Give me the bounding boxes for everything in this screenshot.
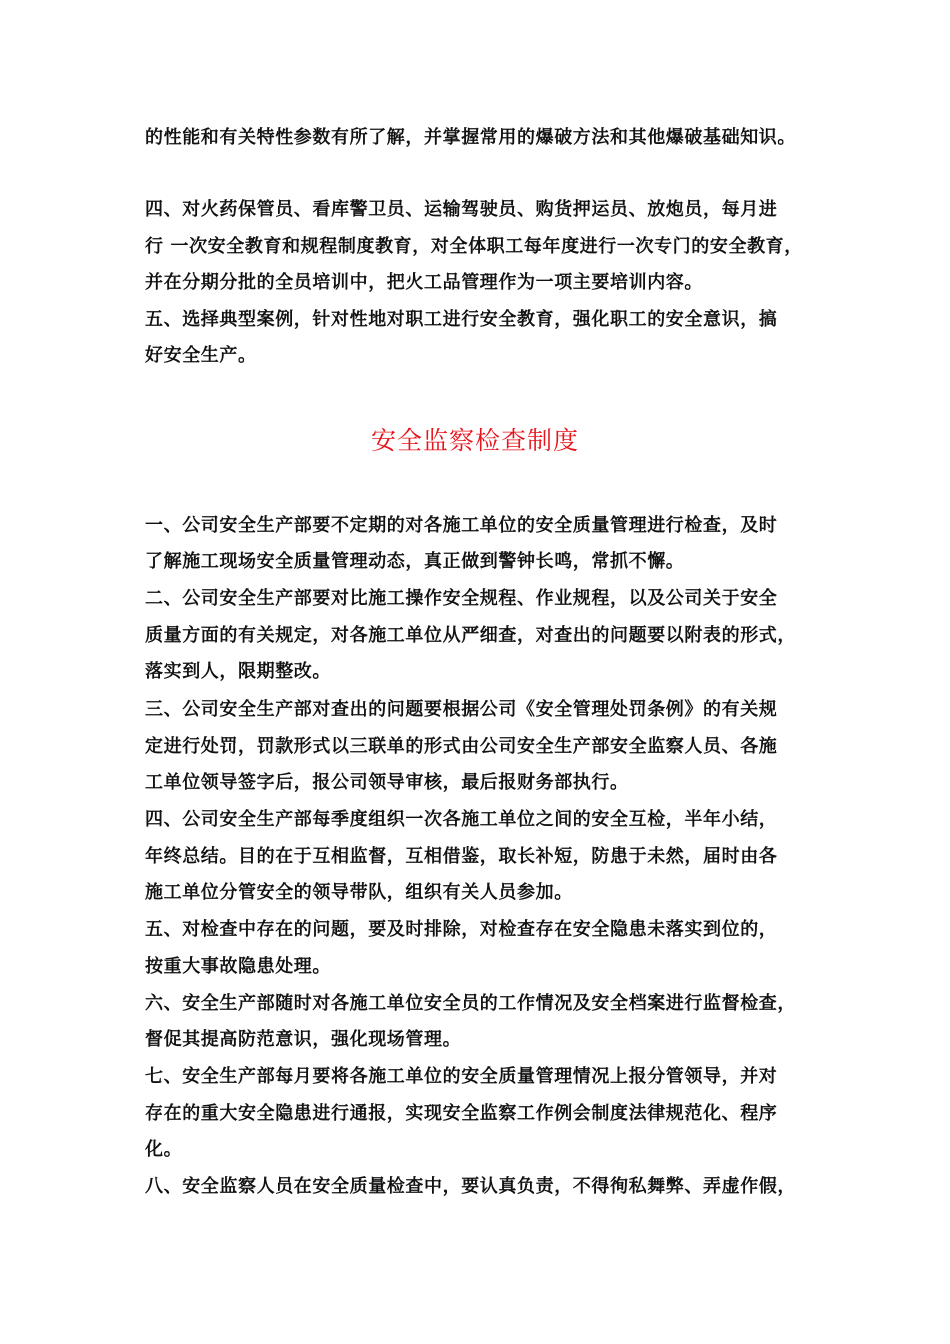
body-line-5: 落实到人，限期整改。 [145, 661, 331, 682]
body-line-19: 八、安全监察人员在安全质量检查中，要认真负责，不得徇私舞弊、弄虚作假， [145, 1176, 796, 1197]
section-title: 安全监察检查制度 [370, 426, 579, 455]
body-line-17: 存在的重大安全隐患进行通报，实现安全监察工作例会制度法律规范化、程序 [145, 1103, 778, 1124]
body-line-7: 定进行处罚，罚款形式以三联单的形式由公司安全生产部安全监察人员、各施 [145, 736, 778, 757]
intro-line-2: 四、对火药保管员、看库警卫员、运输驾驶员、购货押运员、放炮员，每月进 [145, 199, 778, 220]
body-line-10: 年终总结。目的在于互相监督，互相借鉴，取长补短，防患于未然，届时由各 [145, 846, 778, 867]
body-line-16: 七、安全生产部每月要将各施工单位的安全质量管理情况上报分管领导，并对 [145, 1066, 778, 1087]
body-line-8: 工单位领导签字后，报公司领导审核，最后报财务部执行。 [145, 772, 629, 793]
body-line-18: 化。 [145, 1139, 183, 1160]
intro-line-4: 并在分期分批的全员培训中，把火工品管理作为一项主要培训内容。 [145, 272, 703, 293]
body-line-9: 四、公司安全生产部每季度组织一次各施工单位之间的安全互检，半年小结， [145, 809, 778, 830]
body-line-14: 六、安全生产部随时对各施工单位安全员的工作情况及安全档案进行监督检查， [145, 993, 796, 1014]
intro-line-5: 五、选择典型案例，针对性地对职工进行安全教育，强化职工的安全意识，搞 [145, 309, 778, 330]
body-line-11: 施工单位分管安全的领导带队，组织有关人员参加。 [145, 882, 573, 903]
body-line-12: 五、对检查中存在的问题，要及时排除，对检查存在安全隐患未落实到位的， [145, 919, 778, 940]
body-line-2: 了解施工现场安全质量管理动态，真正做到警钟长鸣，常抓不懈。 [145, 551, 685, 572]
intro-line-1: 的性能和有关特性参数有所了解，并掌握常用的爆破方法和其他爆破基础知识。 [145, 127, 796, 148]
body-line-4: 质量方面的有关规定，对各施工单位从严细查，对查出的问题要以附表的形式， [145, 625, 796, 646]
body-line-13: 按重大事故隐患处理。 [145, 956, 331, 977]
intro-line-6: 好安全生产。 [145, 345, 257, 366]
body-line-6: 三、公司安全生产部对查出的问题要根据公司《安全管理处罚条例》的有关规 [145, 699, 778, 720]
body-line-3: 二、公司安全生产部要对比施工操作安全规程、作业规程，以及公司关于安全 [145, 588, 778, 609]
body-line-15: 督促其提高防范意识，强化现场管理。 [145, 1029, 462, 1050]
intro-line-3: 行 一次安全教育和规程制度教育，对全体职工每年度进行一次专门的安全教育， [145, 236, 803, 257]
body-line-1: 一、公司安全生产部要不定期的对各施工单位的安全质量管理进行检查，及时 [145, 515, 778, 536]
